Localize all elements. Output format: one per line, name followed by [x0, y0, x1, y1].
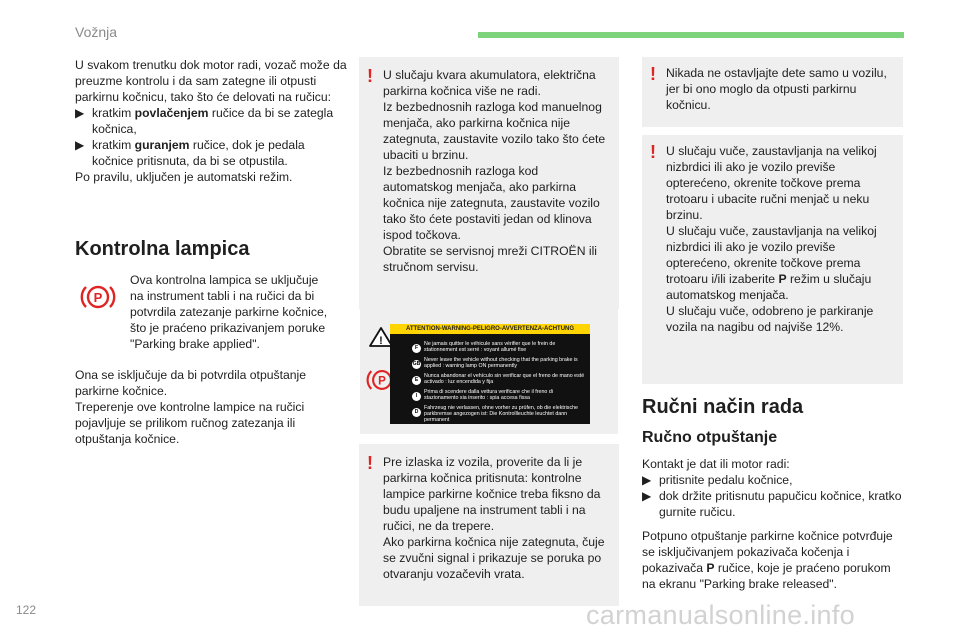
svg-text:!: ! [379, 335, 383, 347]
label-row: Nunca abandonar el vehículo sin verificar que el freno de mano esté activado : luz encendida y fija [424, 373, 585, 385]
note-battery-failure: ! U slučaju kvara akumulatora, električna parkirna kočnica više ne radi. Iz bezbednosnih razloga kod manuelnog menjača, ako parkirna kočnica nije zategnuta, zaustavite vozilo tako što ćete ubaciti u brzinu. Iz bezbednosnih razloga kod automatskog menjača, ako parkirna kočnica nije zategnuta, zaustavite vozilo tako što ćete postaviti jedan od klinova ispod točkova. Obratite se servisnoj mreži CITROËN ili stručnom servisu. [359, 57, 619, 309]
intro-paragraph: U svakom trenutku dok motor radi, vozač može da preuzme kontrolu i da sam zategne ili otpusti parkirnu kočnicu, tako što će delovati na ručicu: [75, 58, 347, 104]
section-title-manual-mode: Ručni način rada [642, 396, 804, 418]
chapter-color-bar [478, 32, 904, 38]
column-1 [75, 57, 347, 185]
note-before-leaving: ! Pre izlaska iz vozila, proverite da li je parkirna kočnica pritisnuta: kontrolne lampice parkirne kočnice treba fiksno da budu upaljene na instrument tabli i na ručici, ne da trepere. Ako parkirna kočnica nije zategnuta, čuje se zvučni signal i prikazuje se poruka po otvaranju vozačevih vrata. [359, 444, 619, 606]
label-row: Fahrzeug nie verlassen, ohne vorher zu prüfen, ob die elektrische parkbremse angezogen ist: Die Kontrollleuchte leuchtet dann permanent [424, 405, 578, 423]
auto-mode-text: Po pravilu, uključen je automatski režim. [75, 170, 293, 184]
language-flag: E [412, 376, 421, 385]
warning-exclamation-icon: ! [367, 453, 373, 473]
language-flag: F [412, 344, 421, 353]
label-row: Prima di scendere dalla vettura verificare che il freno di stazionamento sia inserito : spia accesa fissa [424, 389, 553, 401]
language-flag: D [412, 408, 421, 417]
bullet-push: ▶︎ kratkim guranjem ručice, dok je pedala kočnice pritisnuta, da bi se otpustila. [75, 138, 305, 168]
manual-release-text: Kontakt je dat ili motor radi: ▶︎ pritisnite pedalu kočnice, ▶︎ dok držite pritisnutu papučicu kočnice, kratko gurnite ručicu. Potpuno otpuštanje parkirne kočnice potvrđuje se isključivanjem pokazivača kočenja i pokazivača P ručice, koje je praćeno porukom na ekranu "Parking brake released". [642, 456, 904, 592]
note-child-safety: ! Nikada ne ostavljajte dete samo u vozilu, jer bi ono moglo da otpusti parkirnu kočnicu. [642, 57, 903, 127]
label-row: Never leave the vehicle without checking that the parking brake is applied : warning lamp ON permanently [424, 357, 578, 369]
bullet-pull: ▶︎ kratkim povlačenjem ručice da bi se zategla kočnica, [75, 106, 334, 136]
warning-exclamation-icon: ! [650, 142, 656, 162]
bullet-arrow-icon: ▶︎ [642, 473, 652, 487]
release-confirmation: Potpuno otpuštanje parkirne kočnice potvrđuje se isključivanjem pokazivača kočenja i pokazivača P ručice, koje je praćeno porukom na ekranu "Parking brake released". [642, 529, 893, 591]
language-flag: I [412, 392, 421, 401]
note-towing: ! U slučaju vuče, zaustavljanja na velikoj nizbrdici ili ako je vozilo previše opterećeno, okrenite točkove prema trotoaru i ubacite ručni menjač u neku brzinu. U slučaju vuče, zaustavljanja na velikoj nizbrdici ili ako je vozilo previše opterećeno, okrenite točkove prema trotoaru i/ili izaberite P režim u slučaju automatskog menjača. U slučaju vuče, odobreno je parkiranje vozila na nagibu od najviše 12%. [642, 135, 903, 384]
warning-exclamation-icon: ! [367, 66, 373, 86]
warning-label-heading: ATTENTION-WARNING-PELIGRO-AVVERTENZA-ACHTUNG [390, 324, 590, 334]
page-number: 122 [16, 603, 37, 617]
warning-exclamation-icon: ! [650, 64, 656, 84]
label-row: Ne jamais quitter le véhicule sans vérifier que le frein de stationnement est serré : voyant allumé fixe [424, 341, 556, 353]
parking-brake-icon [80, 282, 116, 312]
language-flag: GB [412, 361, 421, 367]
bullet-arrow-icon: ▶︎ [642, 489, 652, 503]
svg-text:P: P [93, 290, 103, 305]
lamp-description: Ova kontrolna lampica se uključuje na instrument tabli i na ručici da bi potvrdila zatezanje parkirne kočnice, što je praćeno prikazivanjem poruke "Parking brake applied". [130, 273, 328, 351]
subsection-title-manual-release: Ručno otpuštanje [642, 429, 778, 446]
lamp-off-text: Ona se isključuje da bi potvrdila otpuštanje parkirne kočnice. Treperenje ove kontrolne lampice na ručici pojavljuje se prilikom ručnog zatezanja ili otpuštanja kočnice. [75, 368, 307, 446]
watermark: carmanualsonline.info [586, 600, 855, 630]
bullet-arrow-icon: ▶︎ [75, 106, 85, 120]
chapter-title: Vožnja [75, 24, 118, 40]
bullet-push-lever: ▶︎ dok držite pritisnutu papučicu kočnice, kratko gurnite ručicu. [642, 489, 902, 519]
svg-text:P: P [378, 375, 386, 388]
bullet-arrow-icon: ▶︎ [75, 138, 85, 152]
bullet-press-pedal: ▶︎ pritisnite pedalu kočnice, [642, 473, 793, 487]
section-title-warning-lamp: Kontrolna lampica [75, 238, 250, 260]
